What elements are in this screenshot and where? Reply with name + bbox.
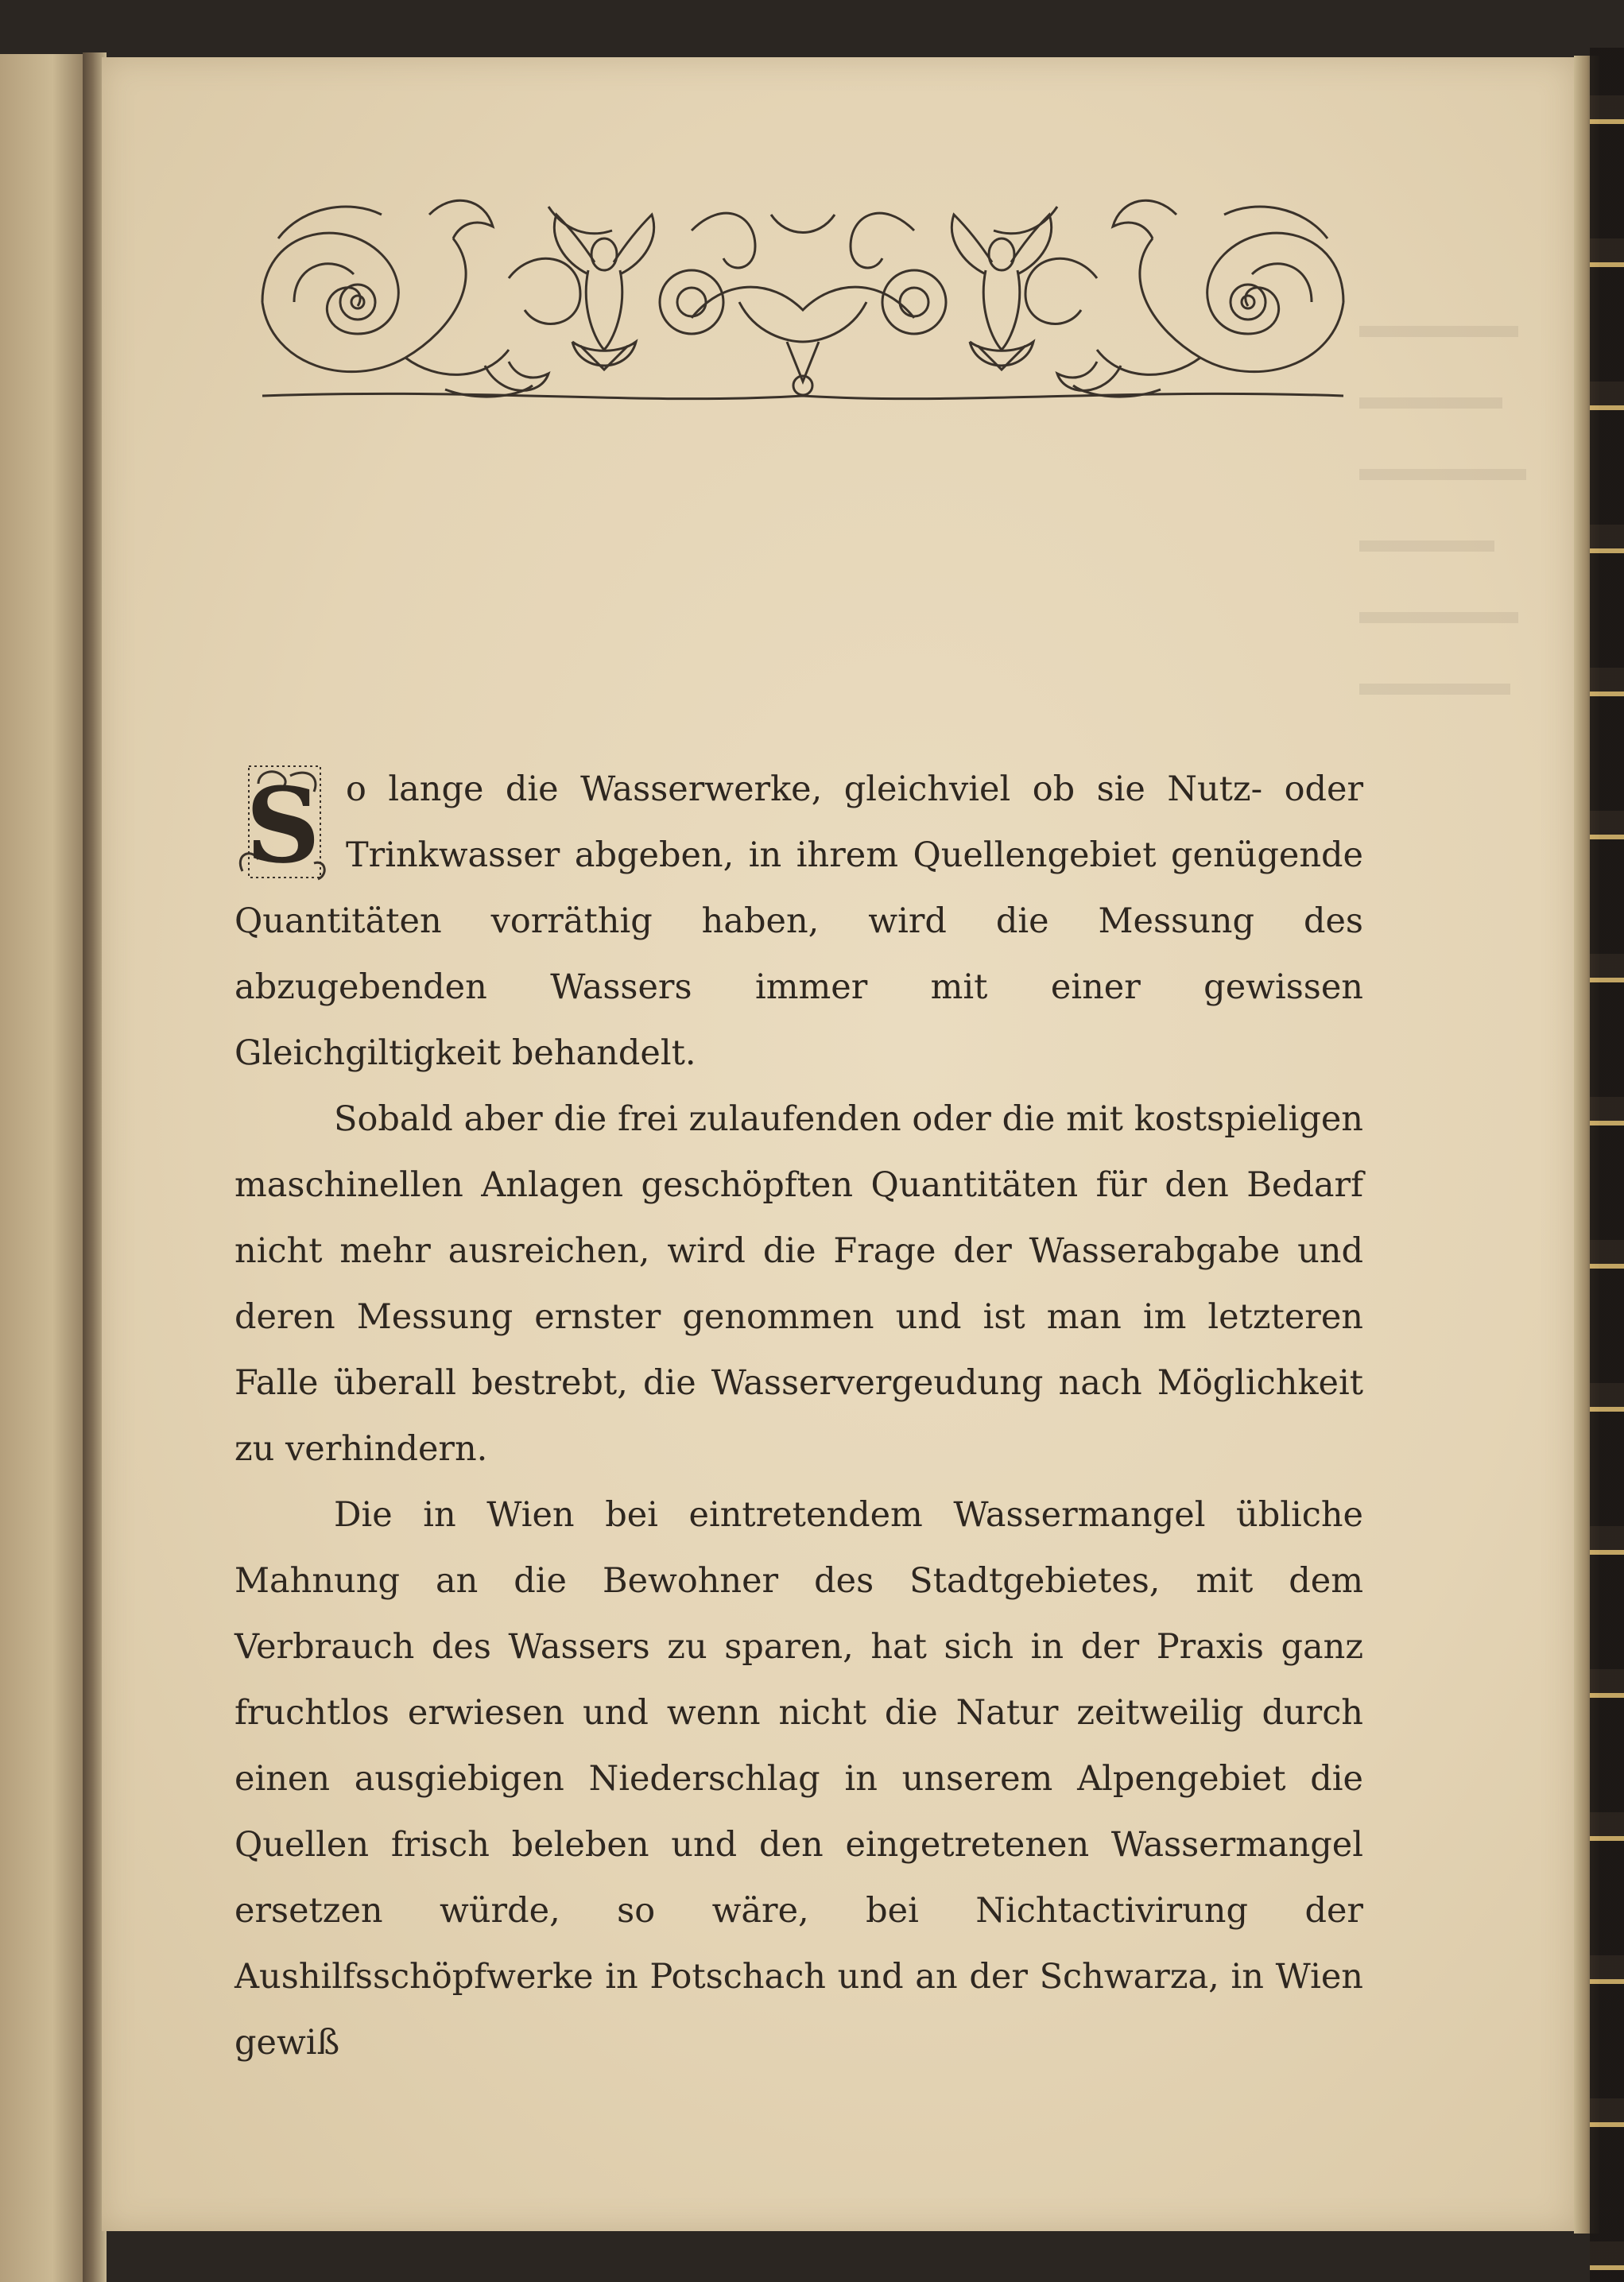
ornament-leaves-left [429,200,612,397]
left-page-edge [0,54,87,2282]
show-through [1351,318,1534,1590]
ornament-figure-right [952,215,1051,370]
paragraph-3: Die in Wien bei eintretendem Wassermangel übliche Mahnung an die Bewohner des Stadtgebietes, mit dem Verbrauch des Wassers zu sparen, hat sich in der Praxis ganz fruchtlos erwiesen und wenn nicht die Natur zeitweilig durch einen ausgiebigen Niederschlag in unserem Alpengebiet die Quellen frisch beleben und den eingetretenen Wassermangel ersetzen würde, so wäre, bei Nichtactivirung der Aushilfsschöpfwerke in Potschach und an der Schwarza, in Wien gewiß [234,1495,1363,2063]
ornament-leaves-right [994,200,1176,397]
ornament-scroll-right [1097,207,1343,374]
headpiece-ornament [246,183,1359,409]
drop-cap-s-icon [234,760,331,887]
cover-edge [1590,48,1624,2282]
paragraph-2: Sobald aber die frei zulaufenden oder die mit kostspieligen maschinellen Anlagen geschöpften Quantitäten für den Bedarf nicht mehr ausreichen, wird die Frage der Wasserabgabe und deren Messung ernster genommen und ist man im letzteren Falle überall bestrebt, die Wasservergeudung nach Möglichkeit zu verhindern. [234,1099,1363,1469]
paragraph-1 [234,757,1363,1087]
paragraph-1-text: o lange die Wasserwerke, gleichviel ob sie Nutz- oder Trinkwasser abgeben, in ihrem Quellengebiet genügende Quantitäten vorräthig haben, wird die Messung des abzugebenden Wassers immer mit einer gewissen Gleichgiltigkeit behandelt. [234,769,1363,1073]
ornament-scroll-left [262,207,509,374]
ornament-figure-left [554,215,653,370]
drop-cap [234,760,331,887]
ornament-center [660,213,946,395]
body-text [234,757,1363,2076]
svg-text:S: S [246,765,320,886]
